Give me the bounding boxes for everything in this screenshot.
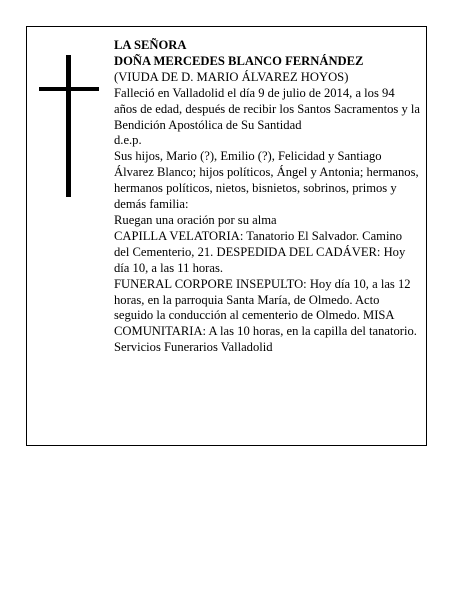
notice-heading: LA SEÑORA bbox=[114, 38, 187, 52]
cross-horizontal-bar bbox=[39, 87, 99, 91]
cross-icon bbox=[39, 55, 99, 197]
cross-vertical-bar bbox=[66, 55, 71, 197]
notice-text bbox=[114, 38, 420, 356]
family-list: Sus hijos, Mario (?), Emilio (?), Felicidad y Santiago Álvarez Blanco; hijos políticos, Ángel y Antonia; hermanos, hermanos políticos, nietos, bisnietos, sobrinos, primos y demás familia: bbox=[114, 149, 419, 212]
dep-abbreviation: d.e.p. bbox=[114, 133, 142, 148]
chapel-info: CAPILLA VELATORIA: Tanatorio El Salvador. Camino del Cementerio, 21. DESPEDIDA DEL CADÁVER: Hoy día 10, a las 11 horas. bbox=[114, 228, 406, 275]
prayer-request: Ruegan una oración por su alma bbox=[114, 212, 277, 227]
funeral-services: Servicios Funerarios Valladolid bbox=[114, 340, 273, 355]
death-announcement: Falleció en Valladolid el día 9 de julio de 2014, a los 94 años de edad, después de recibir los Santos Sacramentos y la Bendición Apostólica de Su Santidad bbox=[114, 85, 421, 132]
funeral-info: FUNERAL CORPORE INSEPULTO: Hoy día 10, a las 12 horas, en la parroquia Santa María, de Olmedo. Acto seguido la conducción al cementerio de Olmedo. MISA COMUNITARIA: A las 10 horas, en la capilla del tanatorio. bbox=[114, 276, 417, 339]
deceased-name: DOÑA MERCEDES BLANCO FERNÁNDEZ bbox=[114, 53, 364, 68]
widow-of: (VIUDA DE D. MARIO ÁLVAREZ HOYOS) bbox=[114, 69, 349, 84]
